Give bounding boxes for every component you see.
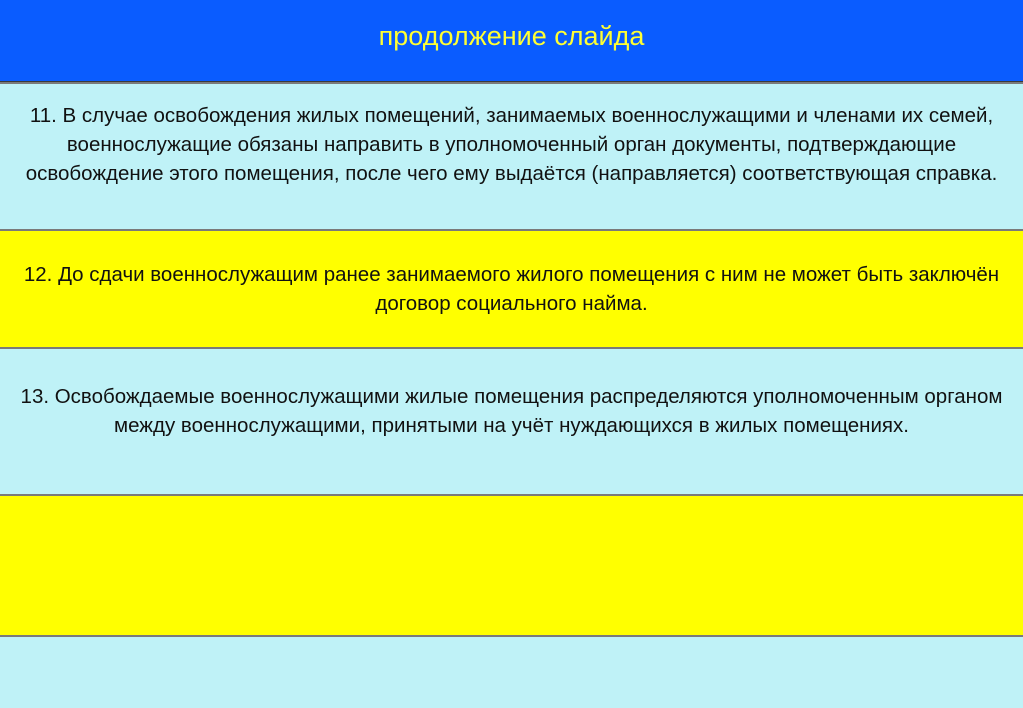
paragraph-13: 13. Освобождаемые военнослужащими жилые помещения распределяются уполномоченным органом между военнослужащими, принятыми на учёт нуждающихся в жилых помещениях. — [20, 385, 1003, 437]
slide-title: продолжение слайда — [378, 21, 645, 51]
paragraph-11: 11. В случае освобождения жилых помещений, занимаемых военнослужащими и членами их семей, военнослужащие обязаны направить в уполномоченный орган документы, подтверждающие освобождение этого помещения, после чего ему выдаётся (направляется) соответствующая справка. — [25, 104, 998, 185]
empty-cyan-block — [0, 635, 1023, 708]
slide-header — [0, 0, 1023, 82]
empty-yellow-block — [0, 494, 1023, 635]
text-block-11 — [0, 82, 1023, 229]
paragraph-12: 12. До сдачи военнослужащим ранее занимаемого жилого помещения с ним не может быть заключён договор социального найма. — [23, 263, 1000, 315]
text-block-12 — [0, 229, 1023, 347]
text-block-13 — [0, 347, 1023, 494]
